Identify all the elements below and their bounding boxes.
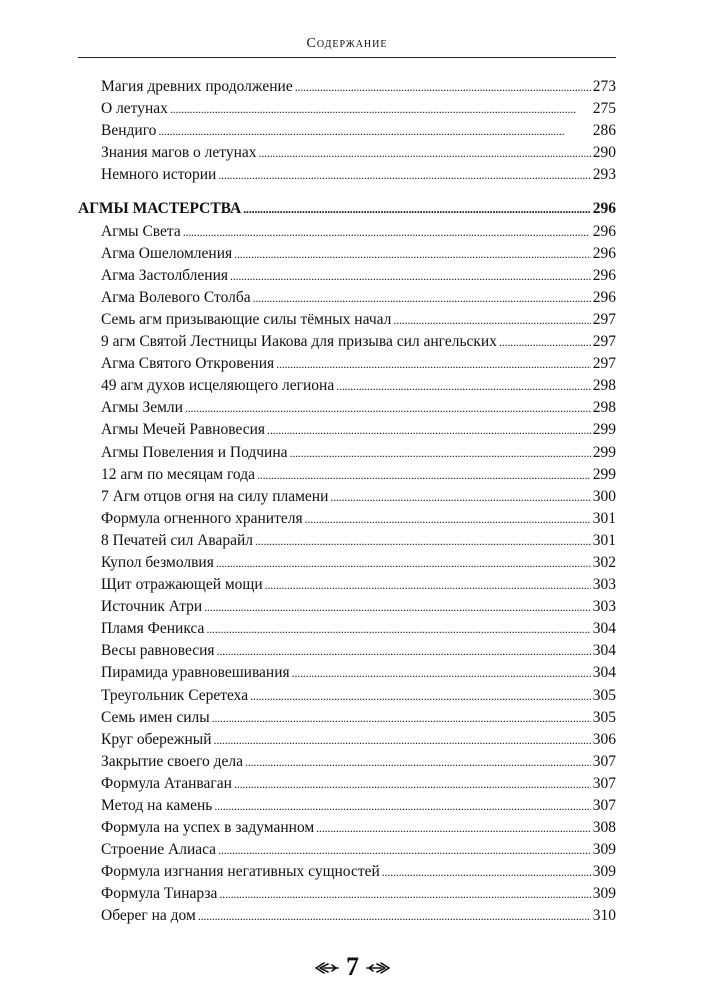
dot-leader <box>253 287 591 309</box>
dot-leader <box>316 817 591 839</box>
toc-entry-page: 297 <box>592 355 616 373</box>
toc-entry[interactable] <box>78 164 616 186</box>
toc-entry[interactable] <box>78 861 616 883</box>
toc-entry-page: 299 <box>592 465 616 483</box>
toc-entry[interactable] <box>78 309 616 331</box>
toc-entry-page: 296 <box>592 200 616 218</box>
toc-entry-title: Магия древних продолжение <box>101 78 293 95</box>
dot-leader <box>257 464 591 486</box>
toc-entry-title: Агма Ошеломления <box>101 244 233 262</box>
dot-leader <box>234 243 591 265</box>
dot-leader <box>250 685 591 707</box>
dot-leader <box>243 198 591 220</box>
toc-entry[interactable] <box>78 839 616 861</box>
dot-leader <box>214 795 590 817</box>
toc-entry-title: Треугольник Серетеха <box>101 686 249 704</box>
toc-entry[interactable] <box>78 707 616 729</box>
toc-entry-title: Формула огненного хранителя <box>101 509 303 527</box>
toc-entry[interactable] <box>78 221 616 243</box>
toc-entry-title: Метод на камень <box>101 797 213 814</box>
toc-entry-title: Семь агм призывающие силы тёмных начал <box>101 310 392 328</box>
toc-entry-page: 304 <box>592 664 616 682</box>
dot-leader <box>292 662 591 684</box>
toc-entry-page: 296 <box>592 244 616 262</box>
toc-entry[interactable] <box>78 265 616 287</box>
dot-leader <box>305 508 591 530</box>
toc-entry-title: Агма Волевого Столба <box>101 288 251 306</box>
dot-leader <box>267 419 591 441</box>
toc-entry-title: 9 агм Святой Лестницы Иакова для призыва сил ангельских <box>101 333 497 351</box>
toc-entry-title: Агма Застолбления <box>101 266 229 284</box>
dot-leader <box>218 839 591 861</box>
toc-entry[interactable] <box>78 640 616 662</box>
toc-entry[interactable] <box>78 552 616 574</box>
dot-leader <box>245 751 591 773</box>
toc-entry[interactable] <box>78 331 616 353</box>
toc-entry-page: 305 <box>592 708 616 726</box>
toc-entry-title: О летунах <box>101 100 168 118</box>
toc-entry[interactable] <box>78 353 616 375</box>
toc-entry-page: 309 <box>592 863 616 881</box>
toc-entry[interactable] <box>78 905 616 927</box>
toc-entry[interactable] <box>78 243 616 265</box>
toc-entry[interactable] <box>78 574 616 596</box>
dot-leader <box>216 552 591 574</box>
toc-entry[interactable] <box>78 142 616 164</box>
dot-leader <box>382 861 591 883</box>
toc-entry-page: 302 <box>592 553 616 571</box>
toc-entry-title: 8 Печатей сил Аварайл <box>101 531 254 549</box>
left-ornament-icon <box>314 952 340 982</box>
toc-entry-title: Немного истории <box>101 166 217 184</box>
running-head: Содержание <box>306 36 388 51</box>
dot-leader <box>259 142 591 164</box>
toc-entry-page: 299 <box>592 421 616 439</box>
toc-entry[interactable] <box>78 287 616 309</box>
dot-leader <box>295 76 591 98</box>
toc-entry[interactable] <box>78 98 616 120</box>
toc-entry-title: Круг обережный <box>101 730 212 748</box>
dot-leader <box>198 905 591 927</box>
toc-entry-page: 297 <box>592 310 616 328</box>
dot-leader <box>214 729 591 751</box>
toc-entry[interactable] <box>78 120 616 142</box>
toc-entry-page: 303 <box>592 576 616 594</box>
dot-leader <box>255 530 591 552</box>
toc-entry-page: 307 <box>592 797 616 814</box>
page-number: 7 <box>346 952 359 982</box>
toc-entry-title: Строение Алиаса <box>101 841 217 859</box>
toc-entry-title: Знания магов о летунах <box>101 144 257 162</box>
toc-entry-page: 304 <box>592 620 616 638</box>
toc-entry-title: Купол безмолвия <box>101 553 214 571</box>
toc-entry[interactable] <box>78 817 616 839</box>
dot-leader <box>230 265 591 287</box>
toc-entry[interactable] <box>78 419 616 441</box>
toc-entry-title: Агма Святого Откровения <box>101 355 275 373</box>
page-folio <box>0 950 705 982</box>
dot-leader <box>206 618 590 640</box>
toc-entry-page: 298 <box>592 377 616 395</box>
toc-entry-title: АГМЫ МАСТЕРСТВА <box>78 200 242 218</box>
dot-leader <box>217 640 591 662</box>
toc-entry-title: 12 агм по месяцам года <box>101 465 255 483</box>
toc-entry-page: 308 <box>592 819 616 837</box>
toc-entry-page: 309 <box>592 841 616 859</box>
toc-entry-page: 293 <box>592 166 616 184</box>
dot-leader <box>158 120 590 142</box>
toc-entry-page: 307 <box>592 752 616 770</box>
header-rule <box>78 57 616 58</box>
toc-section-heading[interactable] <box>78 198 616 220</box>
toc-entry[interactable] <box>78 751 616 773</box>
toc-entry[interactable] <box>78 375 616 397</box>
toc-entry-title: Семь имен силы <box>101 708 210 726</box>
toc-entry-title: Щит отражающей мощи <box>101 576 263 594</box>
toc-entry[interactable] <box>78 795 616 817</box>
toc-entry-title: Формула на успех в задуманном <box>101 819 315 837</box>
toc-entry-title: Агмы Земли <box>101 399 183 417</box>
dot-leader <box>219 883 590 905</box>
toc-entry-title: 7 Агм отцов огня на силу пламени <box>101 487 329 505</box>
toc-entry-title: Формула изгнания негативных сущностей <box>101 863 380 881</box>
dot-leader <box>185 397 591 419</box>
toc-entry[interactable] <box>78 662 616 684</box>
toc-entry-title: Агмы Света <box>101 222 181 240</box>
toc-entry[interactable] <box>78 729 616 751</box>
toc-entry-title: Агмы Повеления и Подчина <box>101 443 288 461</box>
toc-entry-page: 275 <box>592 100 616 118</box>
toc-entry-page: 296 <box>592 222 616 240</box>
toc-entry[interactable] <box>78 486 616 508</box>
toc-entry-title: Формула Тинарза <box>101 885 218 903</box>
toc-entry-page: 305 <box>592 686 616 704</box>
toc-entry-page: 290 <box>592 144 616 162</box>
toc-entry-page: 307 <box>592 774 616 792</box>
dot-leader <box>265 574 591 596</box>
toc-entry-page: 296 <box>592 288 616 306</box>
dot-leader <box>212 707 591 729</box>
toc-entry-page: 286 <box>592 122 616 140</box>
toc-entry[interactable] <box>78 773 616 795</box>
toc-entry-title: Вендиго <box>101 122 157 140</box>
toc-entry-page: 303 <box>592 598 616 616</box>
toc-entry[interactable] <box>78 464 616 486</box>
toc-entry-title: Пирамида уравновешивания <box>101 664 290 682</box>
toc-entry-page: 310 <box>592 907 616 925</box>
toc-entry-page: 306 <box>592 730 616 748</box>
dot-leader <box>393 309 590 331</box>
toc-entry[interactable] <box>78 442 616 464</box>
toc-entry[interactable] <box>78 530 616 552</box>
toc-entry-page: 301 <box>592 509 616 527</box>
toc-entry[interactable] <box>78 618 616 640</box>
toc-entry-title: Весы равновесия <box>101 642 215 660</box>
toc-entry-page: 304 <box>592 642 616 660</box>
dot-leader <box>330 486 590 508</box>
toc-entry-page: 309 <box>592 885 616 903</box>
dot-leader <box>234 773 591 795</box>
toc-entry-page: 297 <box>592 333 616 351</box>
toc-entry-title: Закрытие своего дела <box>101 752 244 770</box>
toc-entry[interactable] <box>78 76 616 98</box>
dot-leader <box>336 375 591 397</box>
dot-leader <box>170 98 591 120</box>
toc-entry-title: 49 агм духов исцеляющего легиона <box>101 377 335 395</box>
dot-leader <box>218 164 590 186</box>
table-of-contents <box>78 76 616 928</box>
toc-entry-page: 301 <box>592 531 616 549</box>
dot-leader <box>290 442 591 464</box>
toc-entry-page: 298 <box>592 399 616 417</box>
dot-leader <box>276 353 591 375</box>
dot-leader <box>204 596 591 618</box>
toc-entry-title: Агмы Мечей Равновесия <box>101 421 266 439</box>
right-ornament-icon <box>365 952 391 982</box>
toc-entry[interactable] <box>78 685 616 707</box>
dot-leader <box>183 221 591 243</box>
toc-entry-page: 296 <box>592 266 616 284</box>
toc-entry[interactable] <box>78 397 616 419</box>
toc-entry-title: Источник Атри <box>101 598 203 616</box>
toc-entry-title: Оберег на дом <box>101 907 196 925</box>
dot-leader <box>499 331 591 353</box>
toc-entry-page: 273 <box>592 78 616 95</box>
toc-entry[interactable] <box>78 883 616 905</box>
toc-entry-title: Формула Атанваган <box>101 774 232 792</box>
toc-entry-page: 299 <box>592 443 616 461</box>
toc-entry[interactable] <box>78 596 616 618</box>
toc-entry-page: 300 <box>592 487 616 505</box>
toc-entry-title: Пламя Феникса <box>101 620 205 638</box>
toc-entry[interactable] <box>78 508 616 530</box>
